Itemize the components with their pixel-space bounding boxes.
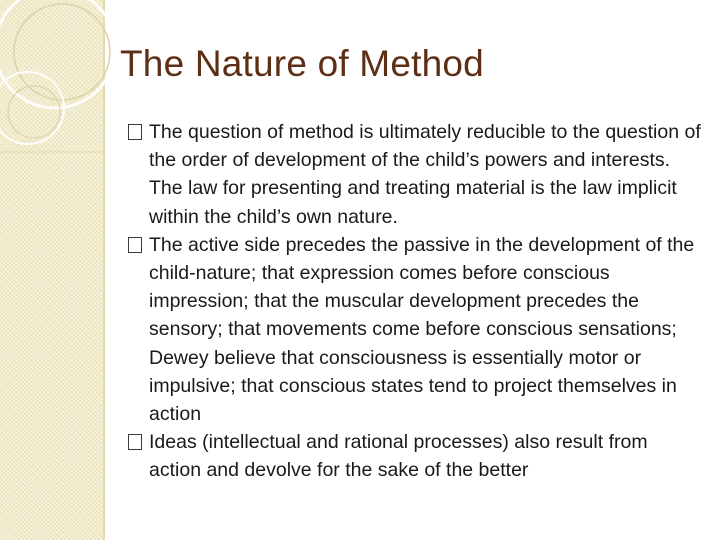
slide-title: The Nature of Method xyxy=(120,43,484,84)
bullet-item xyxy=(127,118,702,231)
checkbox-glyph-icon xyxy=(128,434,142,450)
bullet-text: The active side precedes the passive in the development of the child-nature; that expression comes before conscious impression; that the muscular development precedes the sensory; that movements come before conscious sensations; Dewey believe that consciousness is essentially motor or impulsive; that conscious states tend to project themselves in action xyxy=(149,233,695,426)
bullet-list xyxy=(127,118,702,485)
checkbox-glyph-icon xyxy=(128,237,142,253)
bullet-item xyxy=(127,428,702,484)
side-band-decoration xyxy=(0,0,103,540)
bullet-text: The question of method is ultimately reducible to the question of the order of development of the child’s powers and interests. The law for presenting and treating material is the law implicit within the child’s own nature. xyxy=(149,121,701,228)
checkbox-glyph-icon xyxy=(128,124,142,140)
bullet-text: Ideas (intellectual and rational processes) also result from action and devolve for the sake of the better xyxy=(149,431,648,482)
bullet-item xyxy=(127,231,702,428)
side-band-edge xyxy=(103,0,105,540)
